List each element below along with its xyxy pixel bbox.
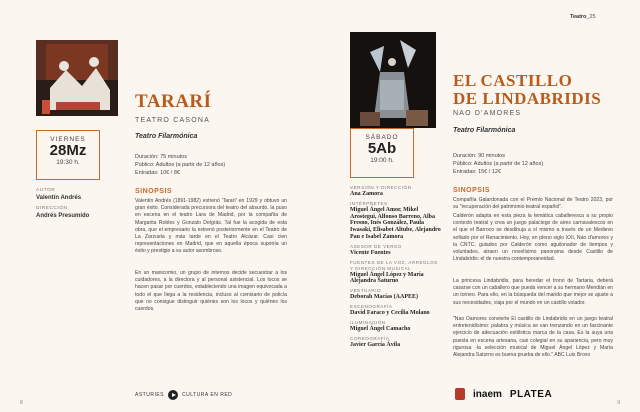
venue-name: NAO D'AMORES (453, 110, 522, 117)
credit-label: VESTUARIO (350, 288, 382, 294)
credit-item (350, 304, 442, 317)
credit-item (350, 185, 442, 198)
duration: Duración: 90 minutos (453, 153, 505, 159)
company-name: Teatro Filarmónica (135, 133, 198, 140)
show-info (453, 152, 543, 176)
director-label: DIRECCIÓN (36, 206, 68, 211)
right-page (320, 0, 640, 412)
credit-label: ILUMINACIÓN (350, 319, 386, 325)
inaem-logo: inaem (473, 388, 502, 400)
credit-item (350, 260, 442, 286)
credit-value: Miguel Ángel Amor, Mikel Arostegui, Alfonso Barreno, Alba Fresno, Inés González, Paula Iwasaki, Elisabet Altube, Alejandro Pau e Isabel Zamora (350, 206, 441, 240)
page-number: 8 (20, 400, 23, 406)
credit-label: ASESOR DE VERSO (350, 243, 402, 249)
credit-item (350, 244, 442, 257)
duration: Duración: 75 minutos (135, 154, 187, 160)
brand-label: Teatro (570, 14, 587, 20)
sinopsis-paragraph-4: "Nao Damores convierte El castillo de Lindabridis en un juego teatral entretenidísimo: palabra y música se van trenzando en un fascinante ejercicio de adecuación estilística marca de la casa. Es la suya una puesta en escena artesana, casi colegial en su apariencia, pero muy rigurosa -la selección musical de Miguel Ángel López y María Alejandra Saturno es buena prueba de ello." ABC Luis Brovo (453, 316, 613, 359)
credit-value: Ana Zamora (350, 191, 383, 197)
date-box (36, 130, 100, 180)
credit-label: FUENTES DE LA VOZ, ARREGLOS Y DIRECCIÓN MUSICAL (350, 259, 438, 271)
show-title: TARARÍ (135, 91, 212, 112)
venue-name: TEATRO CASONA (135, 117, 210, 124)
credit-value: David Faraco y Cecilia Molano (350, 309, 430, 316)
credit-label: COREOGRAFÍA (350, 335, 390, 341)
season-label: _25 (586, 14, 596, 20)
credit-item (350, 201, 442, 241)
credits-list (350, 185, 442, 351)
credit-value: Miguel Ángel Camacho (350, 325, 411, 332)
cultura-en-red-logo (135, 390, 232, 400)
sinopsis-paragraph-2: Calderón adapta en esta pieza la temática caballeresca a su propio contexto teatral y crea un juego palaciego de aires carnavalescos en el que el Barroco se desdibuja a sí mismo a través de un Medievo sofiado por el Renacimiento. Hoy, en pleno siglo XXI, Nao d'amores y la CNTC, guiados por Calderón como aguilonador de tiempos y voluntades, atraen un novelísimo panorama desde Castillo de Lindabridis: el de nuestra contemporaneidad. (453, 213, 613, 263)
company-name: Teatro Filarmónica (453, 127, 516, 134)
platea-logo: PLATEA (509, 388, 553, 400)
credit-label: VERSIÓN Y DIRECCIÓN (350, 185, 412, 190)
sinopsis-paragraph-1: Compañía Galardonada con el Premio Nacional de Teatro 2023, por su "recuperación del patrimonio teatral español". (453, 197, 613, 211)
tickets: Entradas: 10€ / 8€ (135, 170, 180, 176)
author-name: Valentín Andrés (36, 195, 82, 201)
show-title-line-1: EL CASTILLO (453, 71, 573, 90)
credit-label: INTÉRPRETES (350, 200, 388, 206)
government-crest-icon (455, 388, 465, 400)
credit-item (350, 320, 442, 333)
tarari-stage-photo (36, 40, 118, 116)
credit-value: Vicente Fuentes (350, 249, 391, 256)
show-time: 19:00 h. (370, 156, 394, 164)
credit-value: Deborah Macías (AAPEE) (350, 294, 418, 301)
date-box (350, 128, 414, 178)
sinopsis-heading: SINOPSIS (453, 187, 491, 194)
date-number: 28Mz (49, 142, 87, 159)
sinopsis-paragraph-3: La princesa Lindabridis, para heredar el trono de Tartaria, deberá casarse con un caballero que pueda vencer a su hermano Meridián en un torneo. Para ello, en la búsqueda del marido que mejor se ajuste a sus necesidades, viaja por el mundo en un castillo volador. (453, 278, 613, 306)
asturies-label: ASTURIES (135, 392, 165, 398)
show-time: 19:30 h. (56, 158, 80, 166)
castillo-stage-photo (350, 32, 436, 128)
weekday: VIERNES (50, 136, 86, 143)
weekday: SÁBADO (365, 134, 399, 141)
season-header (570, 14, 596, 20)
sinopsis-paragraph-2: En un manicomio, un grupo de internos decide secuestrar a los cuidadores, a la directora y al personal asistencial. Los locos se hacen pasar por cuerdos, estableciendo una imagen equivocada a todo el que llega a la residencia, incluso al comisario de policía que no consigue distinguir quiénes son los locos y quiénes los cuerdos. (135, 270, 287, 313)
tickets: Entradas: 15€ / 12€ (453, 169, 502, 175)
director-name: Andrés Presumido (36, 213, 90, 219)
credit-value: Miguel Ángel López y María Alejandra Saturno (350, 271, 424, 285)
cultura-label: CULTURA EN RED (182, 392, 233, 398)
author-label: AUTOR (36, 188, 56, 193)
show-info (135, 153, 225, 177)
date-number: 5Ab (367, 140, 397, 157)
sinopsis-paragraph-1: Valentín Andrés (1891-1982) estrenó 'Tararí' en 1929 y obtuvo un gran éxito. Considerada precursora del teatro del absurdo, la puso en escena en el teatro Lara de Madrid, por la compañía de Margarita Robles y Gonzalo Delgrás. Tal fue la acogida de esta obra, que el empresario la estrenó posteriormente en el Teatro de La Zarzuela y más tarde en el Teatro Alcázar. Casi cien representaciones en Madrid, que en aquella época suponía un éxito y prestigio a su autor asombroso. (135, 198, 287, 255)
credit-value: Javier García Ávila (350, 341, 401, 348)
credit-label: ESCENOGRAFÍA (350, 303, 393, 309)
audience: Público: Adultos (a partir de 12 años) (453, 161, 544, 167)
sinopsis-heading: SINOPSIS (135, 188, 173, 195)
sponsor-logos (455, 388, 552, 400)
page-number: 9 (617, 400, 620, 406)
credit-item (350, 288, 442, 301)
show-title-line-2: DE LINDABRIDIS (453, 89, 602, 108)
audience: Público: Adultos (a partir de 12 años) (135, 162, 226, 168)
credit-item (350, 336, 442, 349)
play-icon (168, 390, 178, 400)
